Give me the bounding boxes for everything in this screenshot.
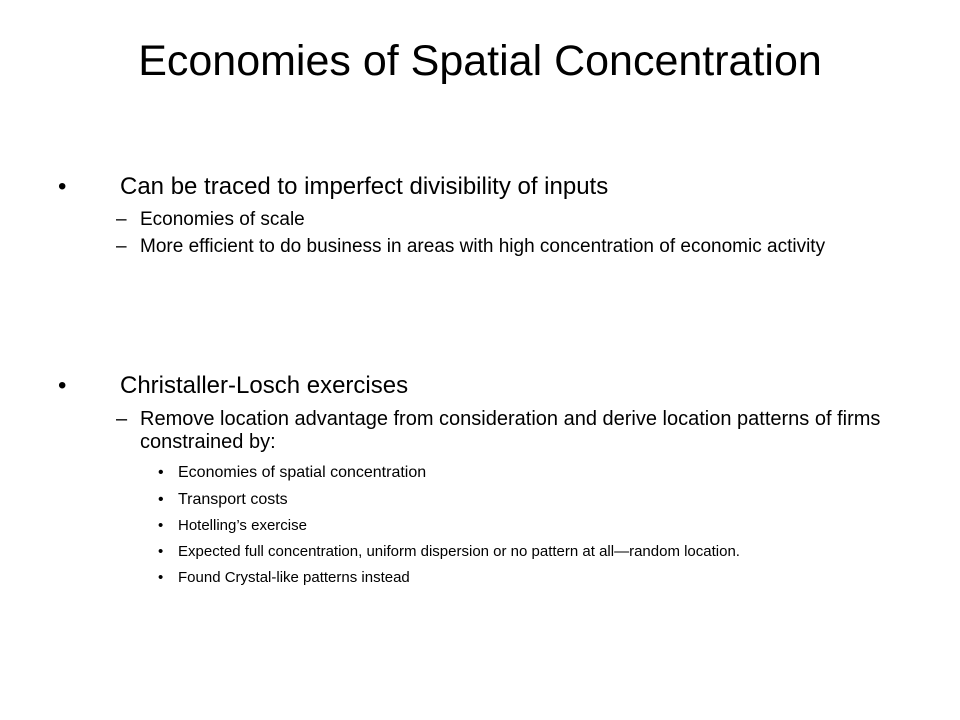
bullet-glyph: • [58,372,67,399]
detail-text-3: Hotelling’s exercise [178,517,307,534]
detail-item-1 [158,463,908,482]
sub-text-1: Economies of scale [140,209,305,230]
sub-item-3 [116,408,900,454]
sub-item-2 [116,236,900,258]
detail-item-3 [158,517,908,535]
bullet-section-1 [0,172,960,258]
detail-text-5: Found Crystal-like patterns instead [178,569,410,586]
detail-text-1: Economies of spatial concentration [178,464,427,481]
dash-glyph: – [116,209,127,230]
bullet-text-2: Christaller-Losch exercises [120,372,409,399]
detail-text-4: Expected full concentration, uniform dispersion or no pattern at all—random location. [178,543,740,560]
detail-item-5 [158,569,908,587]
detail-item-2 [158,490,908,509]
dot-glyph: • [158,517,164,534]
detail-item-4 [158,543,908,561]
dot-glyph: • [158,491,164,508]
dot-glyph: • [158,569,164,586]
bullet-glyph: • [58,173,67,200]
dot-glyph: • [158,464,164,481]
detail-text-2: Transport costs [178,491,288,508]
slide-title: Economies of Spatial Concentration [138,37,822,85]
bullet-item-1 [58,172,880,202]
sub-text-3: Remove location advantage from consideration and derive location patterns of firms constrained by: [140,408,881,453]
sub-text-2: More efficient to do business in areas with high concentration of economic activity [140,236,826,257]
dash-glyph: – [116,236,127,257]
bullet-text-1: Can be traced to imperfect divisibility of inputs [120,173,609,200]
dash-glyph: – [116,408,128,430]
dot-glyph: • [158,543,164,560]
sub-item-1 [116,209,900,231]
bullet-item-2 [58,371,880,401]
bullet-section-2 [0,371,960,587]
